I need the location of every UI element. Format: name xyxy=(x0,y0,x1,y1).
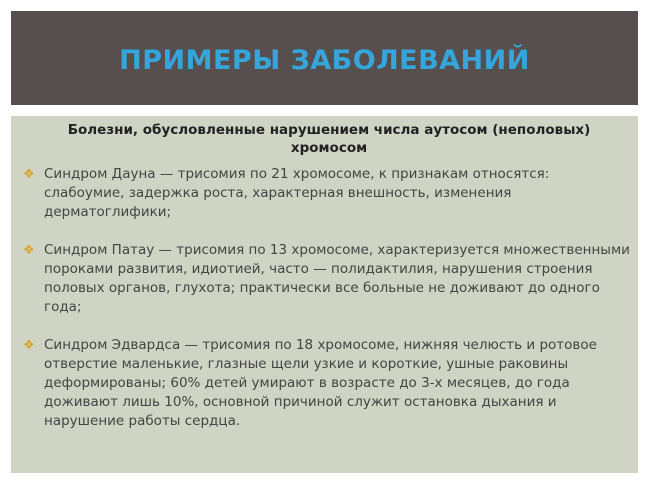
title-bar xyxy=(11,11,638,105)
bullet-list xyxy=(23,165,631,431)
bullet-item-down-syndrome xyxy=(23,165,631,222)
diamond-bullet-icon: ❖ xyxy=(23,338,35,353)
bullet-text: Синдром Эдвардса — трисомия по 18 хромосоме, нижняя челюсть и ротовое отверстие маленькие, глазные щели узкие и короткие, ушные раковины деформированы; 60% детей умирают в возрасте до 3-х месяцев, до года доживают лишь 10%, основной причиной служит остановка дыхания и нарушение работы сердца. xyxy=(44,337,597,429)
content-panel xyxy=(11,116,638,473)
bullet-item-edwards-syndrome xyxy=(23,336,631,431)
bullet-text: Синдром Дауна — трисомия по 21 хромосоме, к признакам относятся: слабоумие, задержка роста, характерная внешность, изменения дерматоглифики; xyxy=(44,166,550,220)
diamond-bullet-icon: ❖ xyxy=(23,243,35,258)
diamond-bullet-icon: ❖ xyxy=(23,167,35,182)
slide-title: ПРИМЕРЫ ЗАБОЛЕВАНИЙ xyxy=(119,44,530,76)
bullet-text: Синдром Патау — трисомия по 13 хромосоме, характеризуется множественными пороками развития, идиотией, часто — полидактилия, нарушения строения половых органов, глухота; практически все больные не доживают до одного года; xyxy=(44,242,630,315)
slide-subtitle: Болезни, обусловленные нарушением числа аутосом (неполовых) хромосом xyxy=(67,122,591,156)
bullet-item-patau-syndrome xyxy=(23,241,631,317)
